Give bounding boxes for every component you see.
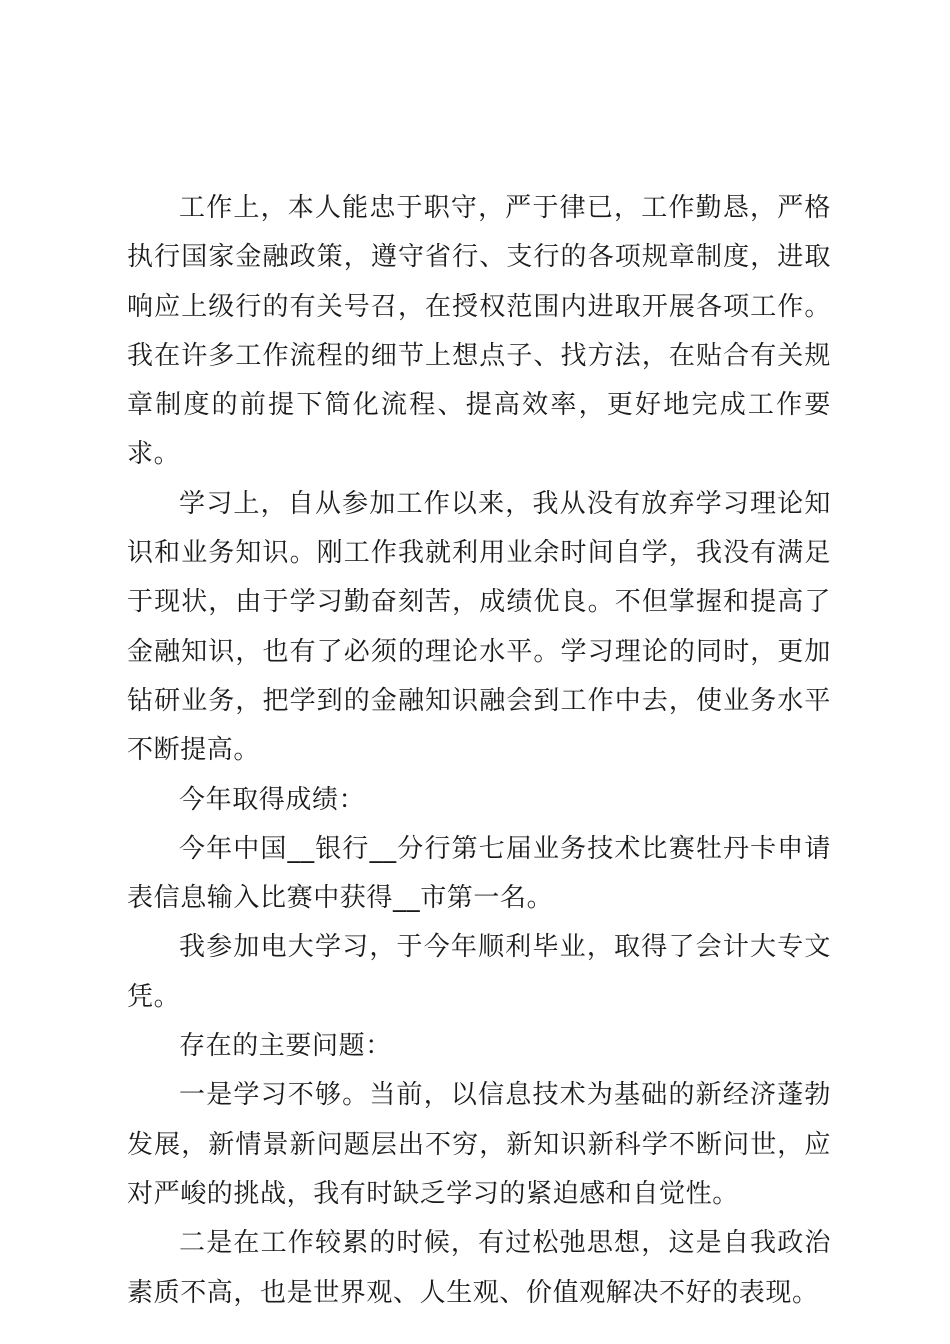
paragraph-problem-one: 一是学习不够。当前，以信息技术为基础的新经济蓬勃发展，新情景新问题层出不穷，新知识新科学不断问世，应对严峻的挑战，我有时缺乏学习的紧迫感和自觉性。 — [127, 1080, 831, 1209]
paragraph-problem-two: 二是在工作较累的时候，有过松弛思想，这是自我政治素质不高，也是世界观、人生观、价值观解决不好的表现。 — [127, 1228, 831, 1308]
paragraph-problems-heading: 存在的主要问题： — [179, 1031, 392, 1062]
paragraph-work: 工作上，本人能忠于职守，严于律已，工作勤恳，严格执行国家金融政策，遵守省行、支行的各项规章制度，进取响应上级行的有关号召，在授权范围内进取开展各项工作。我在许多工作流程的细节上想点子、找方法，在贴合有关规章制度的前提下简化流程、提高效率，更好地完成工作要求。 — [127, 193, 831, 470]
paragraph-graduation: 我参加电大学习，于今年顺利毕业，取得了会计大专文凭。 — [127, 932, 831, 1012]
paragraph-study: 学习上，自从参加工作以来，我从没有放弃学习理论知识和业务知识。刚工作我就利用业余时间自学，我没有满足于现状，由于学习勤奋刻苦，成绩优良。不但掌握和提高了金融知识，也有了必须的理论水平。学习理论的同时，更加钻研业务，把学到的金融知识融会到工作中去，使业务水平不断提高。 — [127, 488, 831, 766]
document-body — [127, 184, 831, 1318]
paragraph-achievements-heading: 今年取得成绩： — [179, 784, 366, 815]
paragraph-competition: 今年中国__银行__分行第七届业务技术比赛牡丹卡申请表信息输入比赛中获得__市第一名。 — [127, 833, 831, 914]
